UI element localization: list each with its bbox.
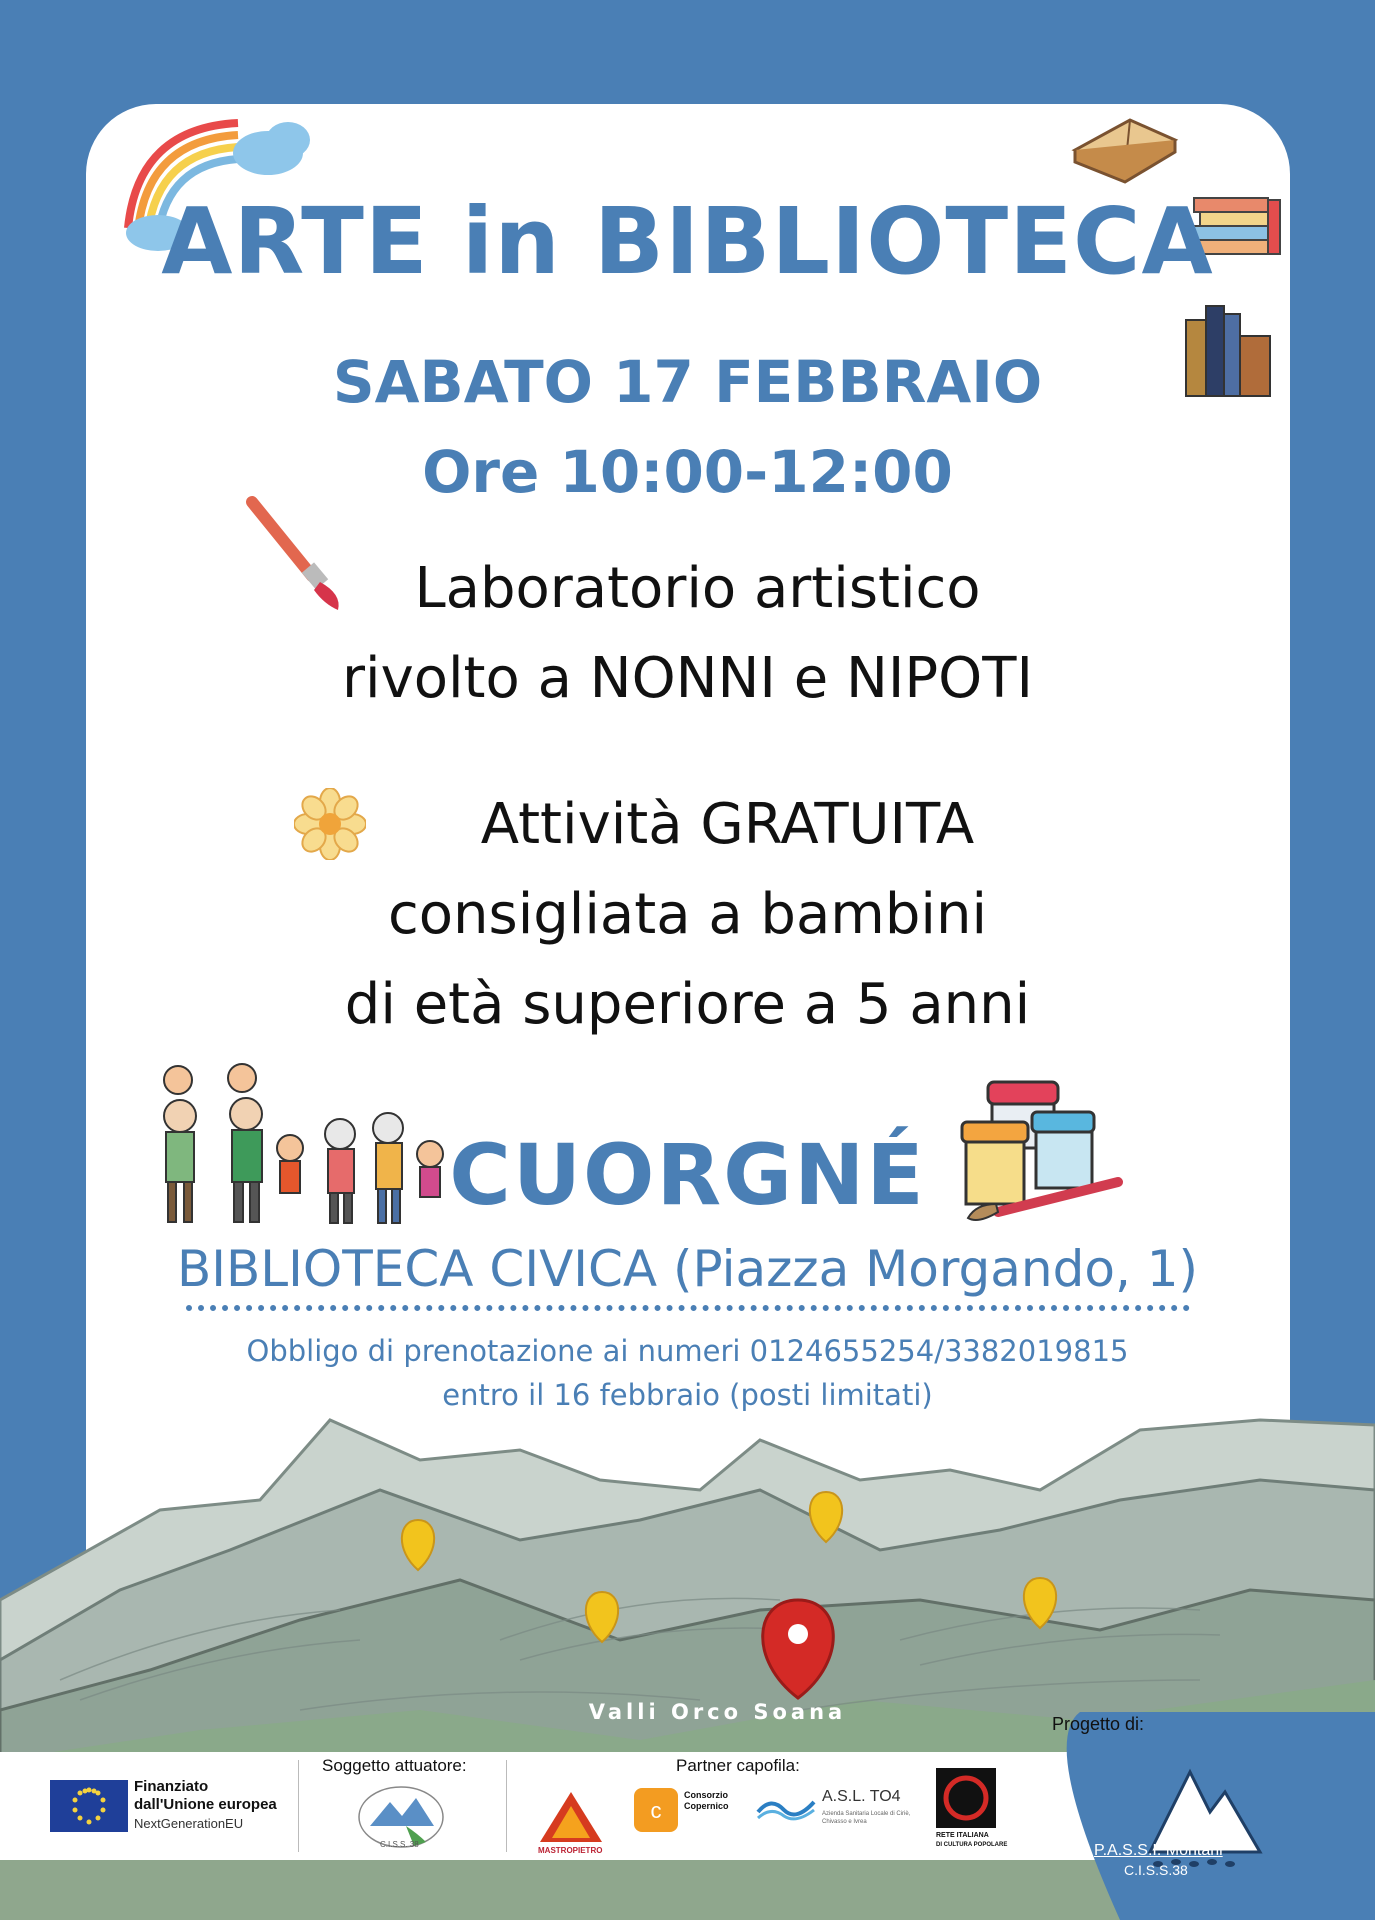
open-book-illustration — [1070, 110, 1180, 190]
activity-line-2: consigliata a bambini — [387, 882, 988, 947]
eu-flag-icon — [50, 1780, 128, 1832]
mastropietro-name: MASTROPIETRO — [538, 1846, 603, 1855]
rete-line-1: RETE ITALIANA — [936, 1832, 989, 1839]
activity-line-1: Attività GRATUITA — [480, 792, 975, 857]
copernico-logo — [634, 1788, 678, 1832]
footer-divider — [506, 1760, 507, 1852]
event-venue: BIBLIOTECA CIVICA (Piazza Morgando, 1) — [176, 1240, 1199, 1298]
asl-subtitle: Azienda Sanitaria Locale di Ciriè, Chivasso e Ivrea — [822, 1811, 911, 1825]
project-subtitle: C.I.S.S.38 — [1124, 1862, 1188, 1878]
activity-line-3: di età superiore a 5 anni — [344, 972, 1031, 1037]
eu-label-2: dall'Unione europea — [134, 1796, 277, 1813]
booking-line-2: entro il 16 febbraio (posti limitati) — [442, 1378, 933, 1412]
rete-line-2: DI CULTURA POPOLARE — [936, 1842, 1008, 1848]
consorzio-line-2: Copernico — [684, 1801, 729, 1811]
event-date: SABATO 17 FEBBRAIO — [332, 348, 1043, 416]
consorzio-line-1: Consorzio — [684, 1790, 728, 1800]
dotted-divider — [186, 1305, 1190, 1311]
event-time: Ore 10:00-12:00 — [422, 438, 953, 506]
eu-label-1: Finanziato — [134, 1778, 209, 1795]
eu-label-3: NextGenerationEU — [134, 1816, 244, 1831]
poster-title: ARTE in BIBLIOTECA — [161, 188, 1214, 295]
asl-wave-logo — [756, 1792, 816, 1822]
workshop-line-1: Laboratorio artistico — [414, 556, 981, 621]
mastropietro-logo — [536, 1788, 606, 1850]
asl-name: A.S.L. TO4 — [822, 1788, 901, 1805]
event-city: CUORGNÉ — [449, 1126, 926, 1224]
project-name: P.A.S.S.I. Montani — [1094, 1842, 1223, 1859]
partner-label: Partner capofila: — [676, 1756, 800, 1775]
footer-divider — [298, 1760, 299, 1852]
project-label: Progetto di: — [1052, 1714, 1145, 1734]
booking-line-1: Obbligo di prenotazione ai numeri 0124655254/3382019815 — [246, 1334, 1129, 1368]
passi-montani-badge — [980, 1712, 1375, 1920]
map-label: Valli Orco Soana — [588, 1700, 847, 1724]
implementer-logo-text: C.I.S.S. 38 — [380, 1840, 419, 1849]
svg-text:c: c — [650, 1798, 662, 1823]
implementer-label: Soggetto attuatore: — [322, 1756, 467, 1775]
workshop-line-2: rivolto a NONNI e NIPOTI — [342, 646, 1033, 711]
